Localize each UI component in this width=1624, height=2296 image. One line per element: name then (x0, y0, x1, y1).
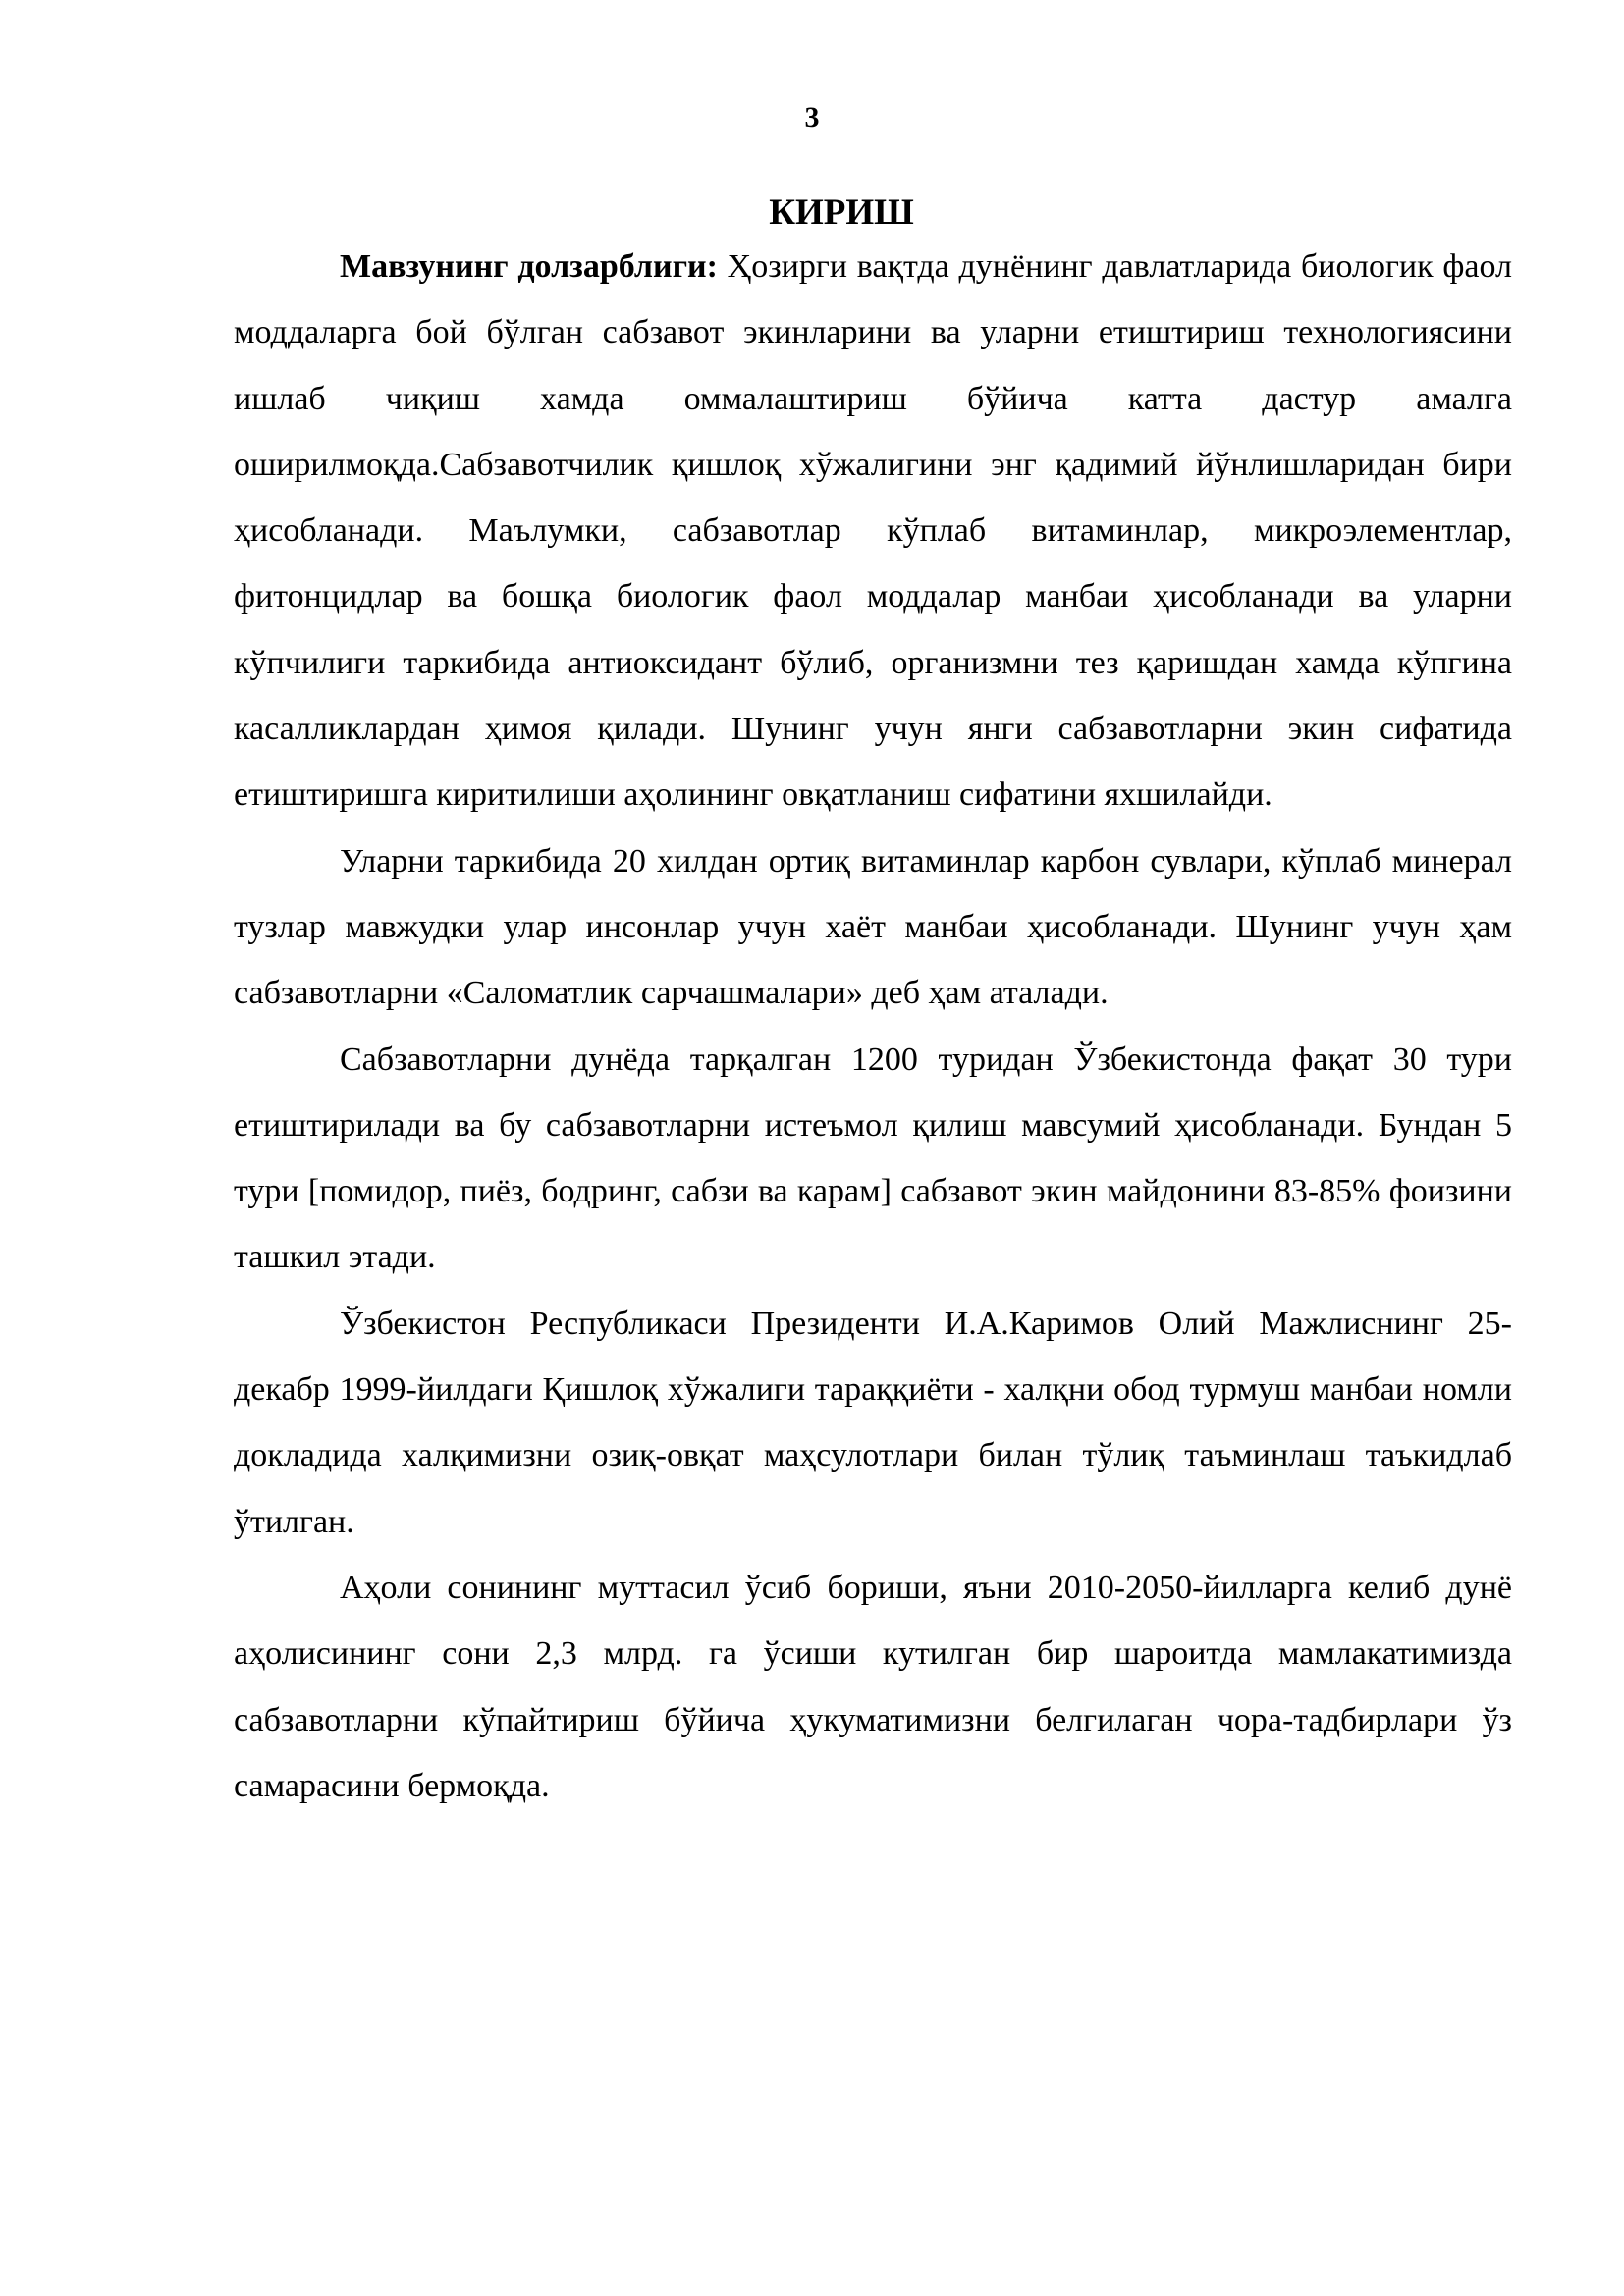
paragraph-text: Ҳозирги вақтда дунёнинг давлатларида биологик фаол моддаларга бой бўлган сабзавот экинларини ва уларни етиштириш технологиясини ишлаб чиқиш хамда оммалаштириш бўйича катта дастур амалга оширилмоқда.Сабзавотчилик қишлоқ хўжалигини энг қадимий йўнлишларидан бири ҳисобланади. Маълумки, сабзавотлар кўплаб витаминлар, микроэлементлар, фитонцидлар ва бошқа биологик фаол моддалар манбаи ҳисобланади ва уларни кўпчилиги таркибида антиоксидант бўлиб, организмни тез қаришдан хамда кўпгина касалликлардан ҳимоя қилади. Шунинг учун янги сабзавотларни экин сифатида етиштиришга киритилиши аҳолининг овқатланиш сифатини яхшилайди. (234, 248, 1513, 814)
paragraph-vitamins: Уларни таркибида 20 хилдан ортиқ витаминлар карбон сувлари, кўплаб минерал тузлар мавжудки улар инсонлар учун хаёт манбаи ҳисобланади. Шунинг учун ҳам сабзавотларни «Саломатлик сарчашмалари» деб ҳам аталади. (234, 842, 1512, 1012)
paragraph-lead: Мавзунинг долзарблиги: (340, 248, 718, 285)
paragraph-varieties: Сабзавотларни дунёда тарқалган 1200 туридан Ўзбекистонда фақат 30 тури етиштирилади ва бу сабзавотларни истеъмол қилиш мавсумий ҳисобланади. Бундан 5 тури [помидор, пиёз, бодринг, сабзи ва карам] сабзавот экин майдонини 83-85% фоизини ташкил этади. (234, 1041, 1512, 1276)
section-heading: КИРИШ (769, 192, 914, 233)
document-body (234, 234, 1512, 1819)
paragraph-population: Аҳоли сонининг муттасил ўсиб бориши, яъни 2010-2050-йилларга келиб дунё аҳолисининг сони 2,3 млрд. га ўсиши кутилган бир шароитда мамлакатимизда сабзавотларни кўпайтириш бўйича ҳукуматимизни белгилаган чора-тадбирлари ўз самарасини бермоқда. (234, 1569, 1512, 1804)
paragraph-president: Ўзбекистон Республикаси Президенти И.А.Каримов Олий Мажлиснинг 25-декабр 1999-йилдаги Қишлоқ хўжалиги тараққиёти - халқни обод турмуш манбаи номли докладида халқимизни озиқ-овқат маҳсулотлари билан тўлиқ таъминлаш таъкидлаб ўтилган. (234, 1305, 1512, 1540)
paragraph-relevance (234, 234, 1512, 828)
page-number: 3 (804, 101, 820, 133)
